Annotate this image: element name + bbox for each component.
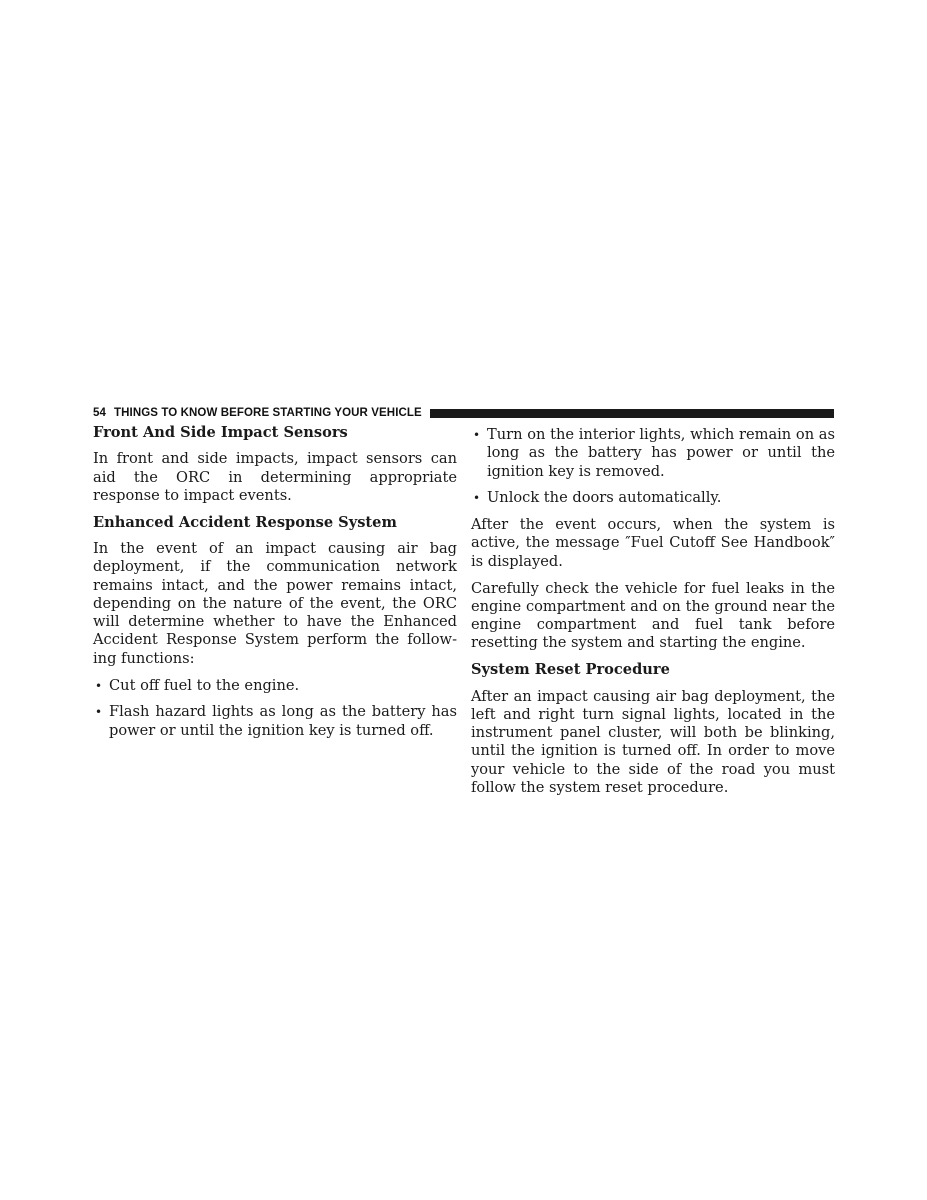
list-item <box>471 426 835 481</box>
paragraph-event-message: After the event occurs, when the system is active, the message ″Fuel Cutoff See Handbook″ is displayed. <box>471 516 835 570</box>
list-item <box>93 677 457 695</box>
bullet-icon: • <box>95 678 103 693</box>
list-item <box>93 703 457 740</box>
function-list <box>93 677 457 740</box>
running-title: THINGS TO KNOW BEFORE STARTING YOUR VEHICLE <box>114 407 422 419</box>
right-column <box>471 426 835 806</box>
list-item-text: Cut off fuel to the engine. <box>109 676 300 694</box>
left-column <box>93 424 457 748</box>
list-item-text: Turn on the interior lights, which remain on as long as the battery has power or until the ignition key is removed. <box>487 426 835 480</box>
list-item <box>471 489 835 507</box>
section-heading-accident-response: Enhanced Accident Response System <box>93 513 397 531</box>
bullet-icon: • <box>95 705 103 720</box>
paragraph-impact-sensors: In front and side impacts, impact sensors can aid the ORC in determining appropriate response to impact events. <box>93 450 457 504</box>
header-rule <box>430 409 834 418</box>
section-heading-reset-procedure: System Reset Procedure <box>471 661 670 679</box>
function-list-continued <box>471 426 835 508</box>
bullet-icon: • <box>473 491 481 506</box>
bullet-icon: • <box>473 428 481 442</box>
paragraph-fuel-leaks: Carefully check the vehicle for fuel leaks in the engine compartment and on the ground near the engine compartment and fuel tank before resetting the system and starting the engine. <box>471 579 835 652</box>
page-header <box>93 405 834 421</box>
list-item-text: Unlock the doors automatically. <box>487 489 722 507</box>
paragraph-accident-response: In the event of an impact causing air bag deployment, if the communication network remains intact, and the power remains intact, depending on the nature of the event, the ORC will determine whether to have the Enhanced Accident Response System perform the following functions: <box>93 539 457 667</box>
section-heading-impact-sensors: Front And Side Impact Sensors <box>93 424 348 441</box>
list-item-text: Flash hazard lights as long as the battery has power or until the ignition key is turned off. <box>109 703 457 739</box>
paragraph-reset-procedure: After an impact causing air bag deployment, the left and right turn signal lights, located in the instrument panel cluster, will both be blinking, until the ignition is turned off. In order to move your vehicle to the side of the road you must follow the system reset procedure. <box>471 687 835 797</box>
page-number: 54 <box>93 407 106 419</box>
